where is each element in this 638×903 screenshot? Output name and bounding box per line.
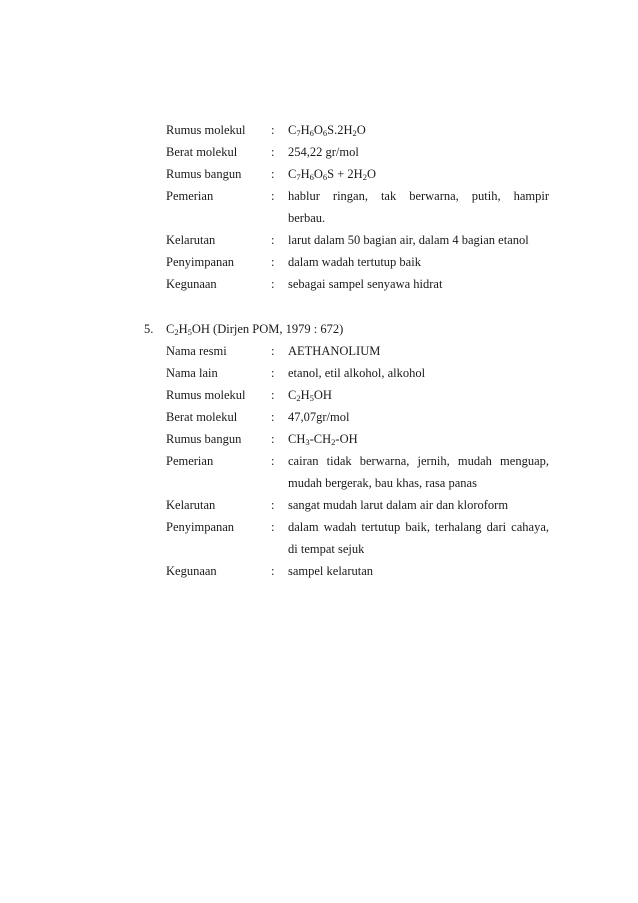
colon: :: [271, 498, 275, 512]
property-value: sangat mudah larut dalam air dan kloroform: [288, 498, 509, 512]
property-row: [0, 362, 638, 384]
property-label: Berat molekul: [166, 410, 238, 424]
colon: :: [271, 344, 275, 358]
property-value: 47,07gr/mol: [288, 410, 350, 424]
property-row: [0, 494, 638, 516]
section-5: [0, 318, 638, 582]
property-row: [0, 273, 638, 295]
section-heading-row: [0, 318, 638, 340]
property-label: Pemerian: [166, 189, 214, 203]
property-label: Kegunaan: [166, 564, 217, 578]
compound-properties-table: [0, 119, 638, 295]
property-label: Kelarutan: [166, 498, 216, 512]
property-value: sampel kelarutan: [288, 564, 374, 578]
property-label: Rumus molekul: [166, 388, 246, 402]
property-value: hablur ringan, tak berwarna, putih, hampir berbau.: [288, 189, 549, 225]
property-label: Kelarutan: [166, 233, 216, 247]
colon: :: [271, 277, 275, 291]
property-label: Berat molekul: [166, 145, 238, 159]
property-value: $CH_3-CH_2-OH$: [288, 432, 358, 447]
property-label: Penyimpanan: [166, 520, 235, 534]
colon: :: [271, 520, 275, 534]
property-value: AETHANOLIUM: [288, 344, 381, 358]
colon: :: [271, 410, 275, 424]
property-value: cairan tidak berwarna, jernih, mudah menguap, mudah bergerak, bau khas, rasa panas: [288, 454, 549, 490]
colon: :: [271, 189, 275, 203]
property-row: [0, 229, 638, 251]
property-label: Rumus molekul: [166, 123, 246, 137]
property-row: [0, 141, 638, 163]
property-row: [0, 384, 638, 406]
property-label: Kegunaan: [166, 277, 217, 291]
property-value: sebagai sampel senyawa hidrat: [288, 277, 443, 291]
colon: :: [271, 123, 275, 137]
colon: :: [271, 167, 275, 181]
property-value: dalam wadah tertutup baik: [288, 255, 421, 269]
property-row: [0, 185, 638, 229]
section-heading: $C_2H_5OH$ (Dirjen POM, 1979 : 672): [166, 322, 344, 337]
property-row: [0, 340, 638, 362]
section-number: 5.: [144, 322, 154, 336]
colon: :: [271, 366, 275, 380]
colon: :: [271, 432, 275, 446]
property-row: [0, 251, 638, 273]
property-value: dalam wadah tertutup baik, terhalang dari cahaya, di tempat sejuk: [288, 520, 549, 556]
property-value: $C_2H_5OH$: [288, 388, 332, 403]
colon: :: [271, 454, 275, 468]
colon: :: [271, 233, 275, 247]
property-value: larut dalam 50 bagian air, dalam 4 bagian etanol: [288, 233, 529, 247]
property-row: [0, 428, 638, 450]
property-value: etanol, etil alkohol, alkohol: [288, 366, 426, 380]
colon: :: [271, 145, 275, 159]
colon: :: [271, 388, 275, 402]
property-row: [0, 119, 638, 141]
property-value: $C_7H_6O_6S + 2H_2O$: [288, 167, 376, 182]
property-label: Rumus bangun: [166, 432, 242, 446]
property-value: $C_7H_6O_6S.2H_2O$: [288, 123, 366, 138]
property-label: Nama lain: [166, 366, 218, 380]
property-row: [0, 516, 638, 560]
property-label: Rumus bangun: [166, 167, 242, 181]
colon: :: [271, 564, 275, 578]
property-label: Nama resmi: [166, 344, 227, 358]
property-row: [0, 406, 638, 428]
property-row: [0, 560, 638, 582]
property-label: Pemerian: [166, 454, 214, 468]
property-row: [0, 450, 638, 494]
property-row: [0, 163, 638, 185]
colon: :: [271, 255, 275, 269]
property-value: 254,22 gr/mol: [288, 145, 359, 159]
property-label: Penyimpanan: [166, 255, 235, 269]
